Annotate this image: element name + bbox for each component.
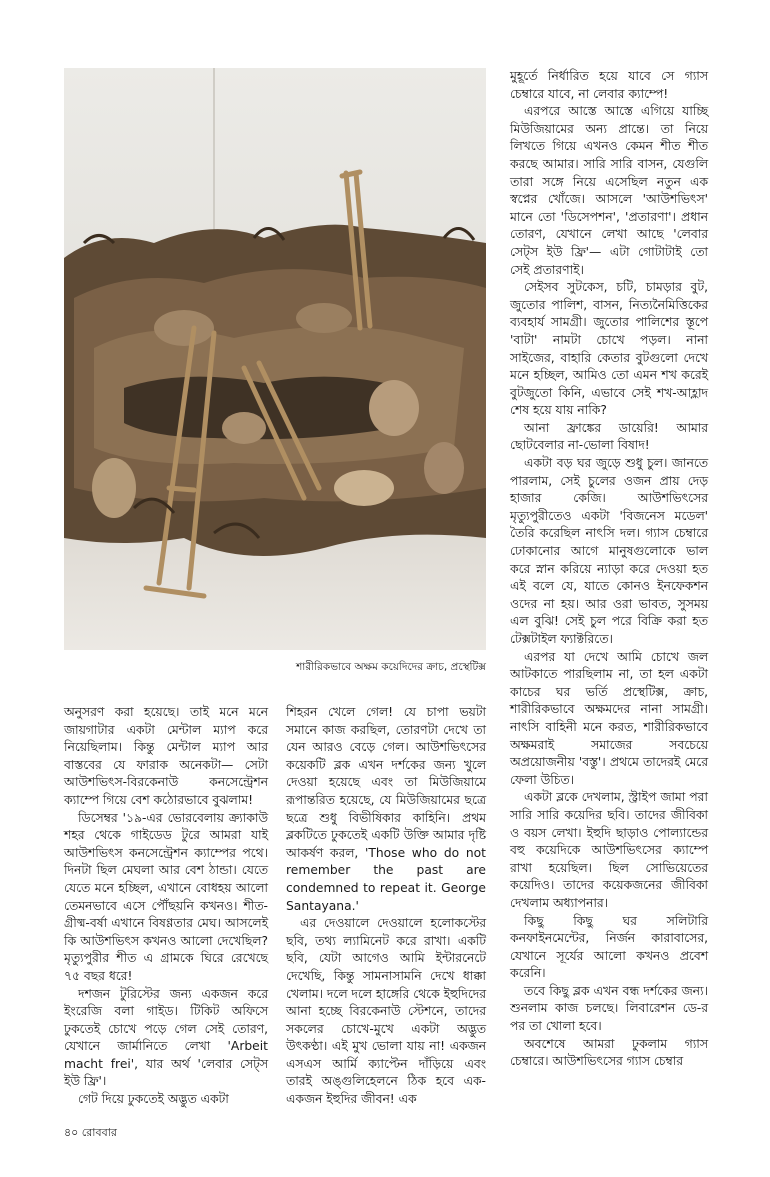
paragraph: একটা বড় ঘর জুড়ে শুধু চুল। জানতে পারলাম, সেই চুলের ওজন প্রায় দেড় হাজার কেজি। আউশভিৎসের মৃত্যুপুরীতেও একটা 'বিজনেস মডেল' তৈরি করেছিল নাৎসি দল। গ্যাস চেম্বারে ঢোকানোর আগে মানুষগুলোকে ভাল করে স্নান করিয়ে ন্যাড়া করে দেওয়া হত এই বলে যে, যাতে কোনও ইনফেকশন ওদের না হয়। আর ওরা ভাবত, সুসময় এল বুঝি! সেই চুল পরে বিক্রি করা হত টেক্সটাইল ফ্যাক্টরিতে। <box>510 456 708 646</box>
paragraph: কিছু কিছু ঘর সলিটারি কনফাইনমেন্টের, নির্জন কারাবাসের, যেখানে সূর্যের আলো কখনও প্রবেশ করেনি। <box>510 913 708 981</box>
crutches-prosthetics-photo <box>64 68 486 650</box>
page-folio: ৪০ রোববার <box>64 1126 117 1139</box>
paragraph: ডিসেম্বর '১৯-এর ভোরবেলায় ক্র্যাকাউ শহর থেকে গাইডেড টুরে আমরা যাই আউশভিৎস কনসেন্ট্রেশন ক্যাম্পের পথে। দিনটা ছিল মেঘলা আর বেশ ঠান্ডা। যেতে যেতে মনে হচ্ছিল, এখানে বোধহয় আলো তেমনভাবে এসে পৌঁছয়নি কখনও। শীত-গ্রীষ্ম-বর্ষা এখানে বিষণ্ণতার মেঘ। আসলেই কি আউশভিৎস কখনও আলো দেখেছিল? মৃত্যুপুরীর শীত এ গ্রামকে ঘিরে রেখেছে ৭৫ বছর ধরে! <box>64 810 268 983</box>
paragraph: তবে কিছু ব্লক এখন বন্ধ দর্শকের জন্য। শুনলাম কাজ চলছে। লিবারেশন ডে-র পর তা খোলা হবে। <box>510 983 708 1034</box>
paragraph: মুহূর্তে নির্ধারিত হয়ে যাবে সে গ্যাস চেম্বারে যাবে, না লেবার ক্যাম্পে! <box>510 69 708 101</box>
paragraph: এরপরে আস্তে আস্তে এগিয়ে যাচ্ছি মিউজিয়ামের অন্য প্রান্তে। তা নিয়ে লিখতে গিয়ে এখনও কেমন শীত শীত করছে আমার। সারি সারি বাসন, যেগুলি তারা সঙ্গে নিয়ে এসেছিল নতুন এক স্বপ্নের খোঁজে। আসলে 'আউশভিৎস' মানে তো 'ডিসেপশন', 'প্রতারণা'। প্রধান তোরণ, যেখানে লেখা আছে 'লেবার সেট্‌স ইউ ফ্রি'— এটা গোটাটাই তো সেই প্রতারণাই। <box>510 104 708 277</box>
paragraph: একটা ব্লকে দেখলাম, স্ট্রাইপ জামা পরা সারি সারি কয়েদির ছবি। তাদের জীবিকা ও বয়স লেখা। ইহুদি ছাড়াও পোল্যান্ডের বহু কয়েদিকে আউশভিৎসের ক্যাম্পে রাখা হয়েছিল। ছিল সোভিয়েতের কয়েদিও। তাদের কয়েকজনের জীবিকা দেখলাম অধ্যাপনার। <box>510 790 708 910</box>
paragraph: আনা ফ্রাঙ্কের ডায়েরি! আমার ছোটবেলার না-ভোলা বিষাদ! <box>510 420 708 453</box>
text-column-2 <box>286 704 486 1109</box>
paragraph: গেট দিয়ে ঢুকতেই অদ্ভুত একটা <box>78 1092 229 1107</box>
paragraph: শিহরন খেলে গেল! যে চাপা ভয়টা সমানে কাজ করছিল, তোরণটা দেখে তা যেন আরও বেড়ে গেল। আউশভিৎসের কয়েকটি ব্লক এখন দর্শকের জন্য খুলে দেওয়া হয়েছে এবং তা মিউজিয়ামে রূপান্তরিত হয়েছে, যে মিউজিয়ামের ছত্রে ছত্রে শুধু বিভীষিকার কাহিনি। প্রথম ব্লকটিতে ঢুকতেই একটি উক্তি আমার দৃষ্টি আকর্ষণ করল, 'Those who do not remember the past are condemned to repeat it. George Santayana.' <box>286 705 486 913</box>
paragraph: অবশেষে আমরা ঢুকলাম গ্যাস চেম্বারে। আউশভিৎসের গ্যাস চেম্বার <box>510 1036 708 1069</box>
text-column-3 <box>510 68 708 1071</box>
paragraph: দশজন টুরিস্টের জন্য একজন করে ইংরেজি বলা গাইড। টিকিট অফিসে ঢুকতেই চোখে পড়ে গেল সেই তোরণ, যেখানে জার্মানিতে লেখা 'Arbeit macht frei', যার অর্থ 'লেবার সেট্‌স ইউ ফ্রি'। <box>64 986 268 1089</box>
paragraph: এরপর যা দেখে আমি চোখে জল আটকাতে পারছিলাম না, তা হল একটা কাচের ঘর ভর্তি প্রস্থেটিক্স, ক্রাচ, শারীরিকভাবে অক্ষমদের নানা সামগ্রী। নাৎসি বাহিনী মনে করত, শারীরিকভাবে অক্ষমরাই সমাজের সবচেয়ে অপ্রয়োজনীয় 'বস্তু'। প্রথমে তাদেরই মেরে ফেলা উচিত। <box>510 649 708 787</box>
photo-illustration <box>64 68 486 650</box>
paragraph: এর দেওয়ালে দেওয়ালে হলোকস্টের ছবি, তথ্য ল্যামিনেট করে রাখা। একটি ছবি, যেটা আগেও আমি ইন্টারনেটে দেখেছি, কিন্তু সামনাসামনি দেখে ধাক্কা খেলাম। দলে দলে হাঙ্গেরি থেকে ইহুদিদের আনা হচ্ছে বিরকেনাউ স্টেশনে, তাদের সকলের চোখে-মুখে একটা অদ্ভুত উৎকণ্ঠা। এই মুখ ভোলা যায় না! একজন এসএস আর্মি ক্যাপ্টেন দাঁড়িয়ে এবং তারই অঙ্গুলিহেলনে ঠিক হবে এক-একজন ইহুদির জীবন! এক <box>286 916 486 1107</box>
text-column-1 <box>64 704 268 1109</box>
photo-caption: শারীরিকভাবে অক্ষম কয়েদিদের ক্রাচ, প্রস্থেটিক্স <box>296 661 486 673</box>
paragraph: অনুসরণ করা হয়েছে। তাই মনে মনে জায়গাটার একটা মেন্টাল ম্যাপ করে নিয়েছিলাম। কিন্তু মেন্টাল ম্যাপ আর বাস্তবের যে ফারাক অনেকটা— সেটা আউশভিৎস-বিরকেনাউ কনসেন্ট্রেশন ক্যাম্পে গিয়ে বেশ কঠোরভাবে বুঝলাম! <box>64 705 268 807</box>
paragraph: সেইসব সুটকেস, চটি, চামড়ার বুট, জুতোর পালিশ, বাসন, নিত্যনৈমিত্তিকের ব্যবহার্য সামগ্রী। জুতোর পালিশের স্তূপে 'বাটা' নামটা চোখে পড়ল। নানা সাইজের, বাহারি কেতার বুটগুলো দেখে মনে হচ্ছিল, আমিও তো এমন শখ করেই বুটজুতো কিনি, এভাবে সেই শখ-আহ্লাদ শেষ হয়ে যায় নাকি? <box>510 280 708 418</box>
